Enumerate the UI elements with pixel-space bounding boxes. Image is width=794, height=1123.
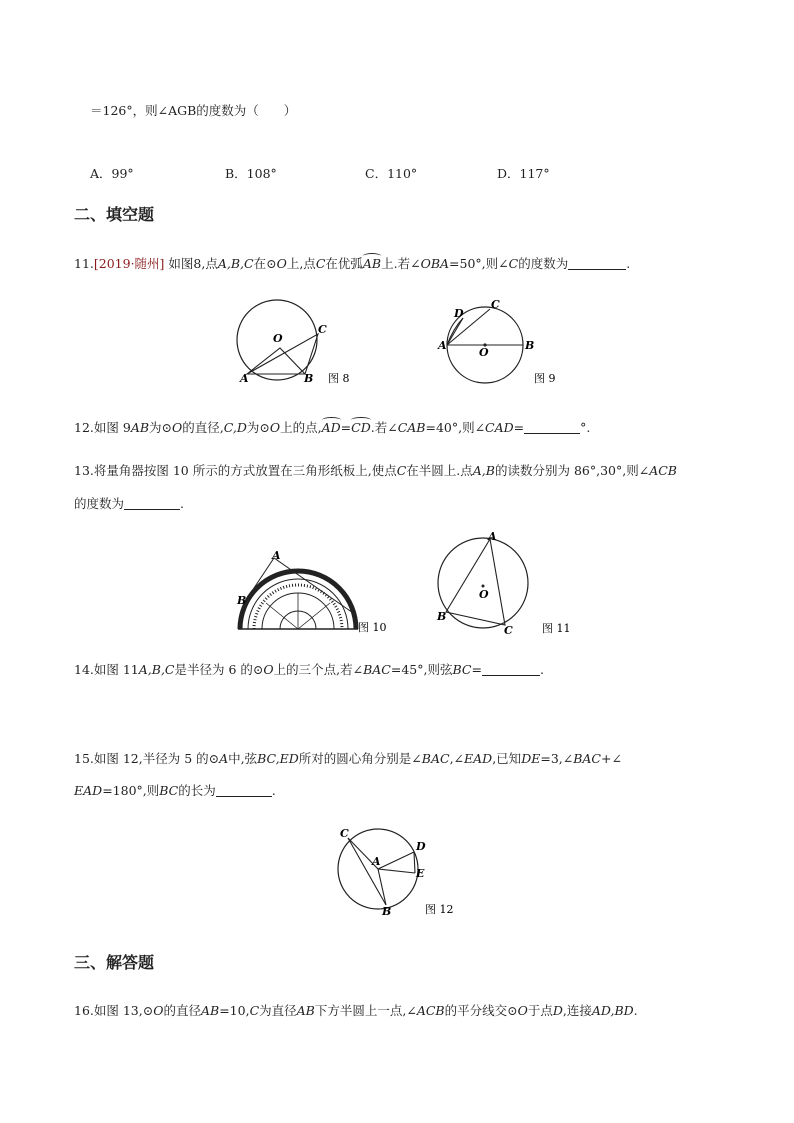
fig11-label-c: C: [504, 624, 513, 637]
fig8-label-a: A: [240, 372, 249, 385]
answer-blank: [524, 421, 580, 434]
fig9-label-d: D: [454, 307, 464, 320]
question-16: 16.如图 13,⊙O的直径AB=10,C为直径AB下方半圆上一点,∠ACB的平分线交⊙O于点D,连接AD,BD.: [74, 1003, 638, 1018]
fig9-label-o: O: [479, 346, 489, 359]
answer-blank: [482, 663, 540, 676]
fig10-caption: 图 10: [358, 621, 387, 634]
arc-cd: CD: [351, 420, 371, 435]
answer-blank: [568, 257, 626, 270]
fig9-caption: 图 9: [534, 372, 556, 385]
question-13-line-2: 的度数为 .: [74, 496, 184, 511]
fig12-label-c: C: [340, 827, 349, 840]
section-heading-answer: 三、解答题: [74, 953, 155, 972]
figure-10: [236, 549, 396, 635]
option-a: A．99°: [90, 166, 134, 181]
question-source: [2019·随州]: [93, 256, 165, 271]
option-d: D．117°: [497, 166, 550, 181]
fig8-label-o: O: [273, 332, 283, 345]
question-13-line-1: 13.将量角器按图 10 所示的方式放置在三角形纸板上,使点C在半圆上.点A,B的读数分别为 86°,30°,则∠ACB: [74, 463, 677, 478]
prev-question-tail: ＝126°，则∠AGB的度数为（ ）: [90, 103, 297, 118]
arc-ab: AB: [362, 256, 382, 271]
arc-ad: AD: [321, 420, 341, 435]
answer-blank: [124, 497, 180, 510]
figure-8: [230, 298, 360, 388]
fig12-label-e: E: [416, 867, 425, 880]
figure-12: [335, 823, 465, 919]
section-heading-fill-blank: 二、填空题: [74, 205, 155, 224]
fig12-label-a: A: [372, 855, 381, 868]
fig8-label-c: C: [318, 323, 327, 336]
fig12-label-d: D: [416, 840, 426, 853]
fig8-caption: 图 8: [328, 372, 350, 385]
fig12-label-b: B: [382, 905, 392, 918]
question-15-line-1: 15.如图 12,半径为 5 的⊙A中,弦BC,ED所对的圆心角分别是∠BAC,∠EAD,已知DE=3,∠BAC+∠: [74, 751, 622, 766]
question-15-line-2: EAD=180°,则BC的长为 .: [74, 783, 276, 798]
option-b: B．108°: [225, 166, 277, 181]
question-11: 11.[2019·随州] 如图8,点A,B,C在⊙O上,点C在优弧AB上.若∠OBA=50°,则∠C的度数为 .: [74, 256, 631, 271]
figure-11: [430, 530, 570, 638]
fig9-label-c: C: [491, 298, 500, 311]
figure-9: [438, 296, 568, 386]
fig9-label-b: B: [525, 339, 535, 352]
question-12: 12.如图 9AB为⊙O的直径,C,D为⊙O上的点,AD=CD.若∠CAB=40°,则∠CAD= °.: [74, 420, 591, 435]
option-c: C．110°: [365, 166, 418, 181]
question-14: 14.如图 11A,B,C是半径为 6 的⊙O上的三个点,若∠BAC=45°,则弦BC= .: [74, 662, 544, 677]
fig10-label-b: B: [237, 594, 247, 607]
fig8-label-b: B: [304, 372, 314, 385]
fig9-label-a: A: [438, 339, 447, 352]
fig11-label-o: O: [479, 588, 489, 601]
fig11-caption: 图 11: [542, 622, 571, 635]
fig11-label-a: A: [488, 530, 497, 543]
fig11-label-b: B: [437, 610, 447, 623]
fig10-label-a: A: [272, 549, 281, 562]
protractor: [238, 571, 358, 629]
answer-blank: [216, 784, 272, 797]
fig12-caption: 图 12: [425, 903, 454, 916]
